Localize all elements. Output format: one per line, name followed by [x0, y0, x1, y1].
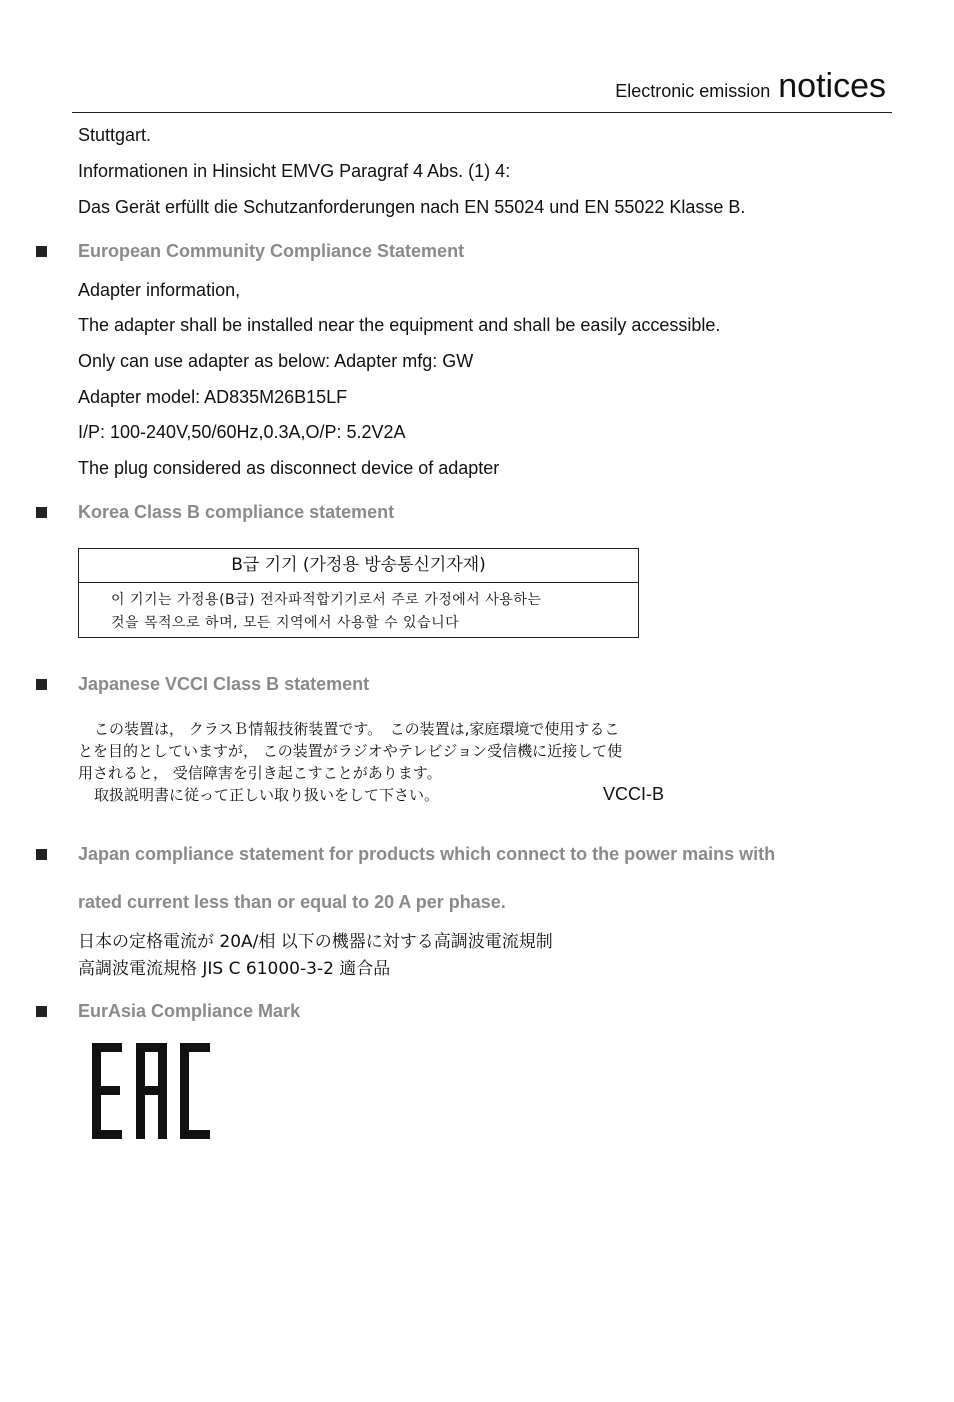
japan-power-heading-line-2: rated current less than or equal to 20 A per phase. — [78, 892, 506, 912]
vcci-line-1: この装置は， クラスＢ情報技術装置です。 この装置は,家庭環境で使用するこ — [94, 720, 620, 738]
page-header — [72, 64, 892, 113]
bullet-square-icon — [36, 246, 47, 257]
japan-vcci-heading: Japanese VCCI Class B statement — [78, 674, 370, 694]
bullet-square-icon — [36, 679, 47, 690]
eu-line-2: The adapter shall be installed near the equipment and shall be easily accessible. — [78, 315, 721, 335]
german-line-2: Informationen in Hinsicht EMVG Paragraf 4 Abs. (1) 4: — [78, 161, 511, 181]
header-title — [615, 67, 886, 106]
eu-line-3: Only can use adapter as below: Adapter mfg: GW — [78, 351, 474, 371]
korea-statement-box — [78, 548, 639, 638]
german-line-3: Das Gerät erfüllt die Schutzanforderungen nach EN 55024 und EN 55022 Klasse B. — [78, 197, 746, 217]
korea-box-title: B급 기기 (가정용 방송통신기자재) — [79, 549, 638, 583]
bullet-square-icon — [36, 1006, 47, 1017]
korea-box-line-1: 이 기기는 가정용(B급) 전자파적합기기로서 주로 가정에서 사용하는 — [111, 592, 542, 608]
vcci-mark: VCCI-B — [603, 784, 665, 804]
bullet-square-icon — [36, 849, 47, 860]
vcci-line-4: 取扱説明書に従って正しい取り扱いをして下さい。 — [94, 786, 440, 804]
japan-power-heading-line-1: Japan compliance statement for products which connect to the power mains with — [78, 844, 776, 864]
header-main-word: notices — [778, 67, 886, 105]
eurasia-heading: EurAsia Compliance Mark — [78, 1001, 301, 1021]
japan-power-line-2: 高調波電流規格 JIS C 61000-3-2 適合品 — [78, 959, 391, 979]
korea-box-body — [79, 583, 638, 635]
eu-line-6: The plug considered as disconnect device of adapter — [78, 458, 500, 478]
eac-logo-icon — [90, 1043, 212, 1139]
korea-heading: Korea Class B compliance statement — [78, 502, 395, 522]
eu-line-5: I/P: 100-240V,50/60Hz,0.3A,O/P: 5.2V2A — [78, 422, 406, 442]
eu-line-1: Adapter information, — [78, 280, 241, 300]
eu-line-4: Adapter model: AD835M26B15LF — [78, 387, 348, 407]
eu-heading: European Community Compliance Statement — [78, 241, 465, 261]
vcci-line-3: 用されると， 受信障害を引き起こすことがあります。 — [78, 764, 442, 782]
bullet-square-icon — [36, 507, 47, 518]
korea-box-line-2: 것을 목적으로 하며, 모든 지역에서 사용할 수 있습니다 — [111, 615, 460, 631]
header-subtitle: Electronic emission — [615, 81, 771, 101]
german-line-1: Stuttgart. — [78, 125, 152, 145]
vcci-line-2: とを目的としていますが， この装置がラジオやテレビジョン受信機に近接して使 — [78, 742, 623, 760]
japan-power-line-1: 日本の定格電流が 20A/相 以下の機器に対する高調波電流規制 — [78, 932, 553, 952]
